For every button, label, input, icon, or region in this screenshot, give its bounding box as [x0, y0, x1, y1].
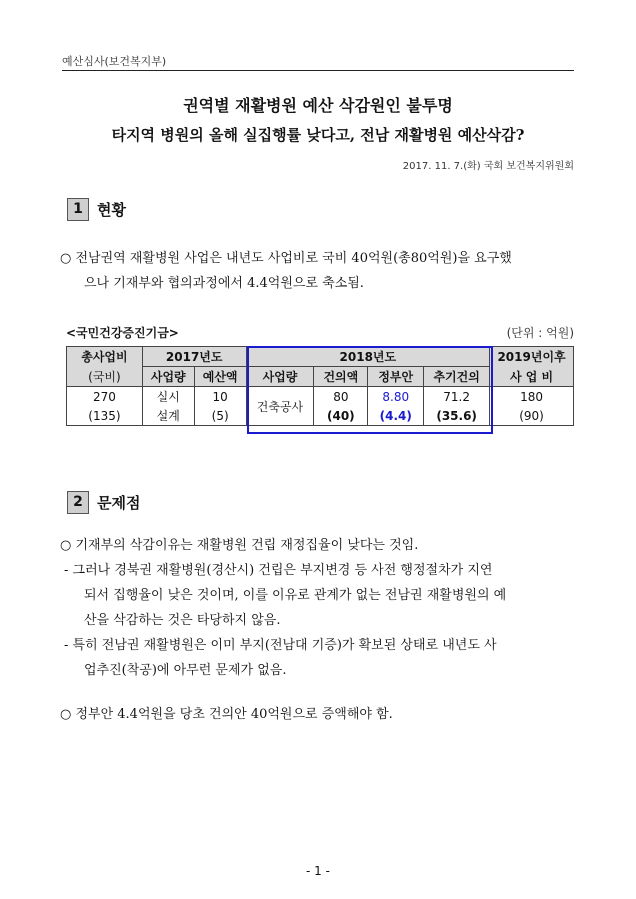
section1-number: 1 — [67, 198, 89, 221]
cell-2018-request: 80 — [314, 387, 368, 407]
cell-2018-quantity: 건축공사 — [246, 387, 314, 426]
cell-2017-budget: 10 — [194, 387, 246, 407]
section2-line-4: 산을 삭감하는 것은 타당하지 않음. — [84, 613, 281, 628]
cell-2018-request: (40) — [314, 406, 368, 426]
header-total: 총사업비 — [67, 347, 143, 367]
page-number: - 1 - — [306, 864, 330, 878]
header-2017-budget: 예산액 — [194, 367, 246, 387]
doc-subtitle: 타지역 병원의 올해 실집행률 낮다고, 전남 재활병원 예산삭감? — [111, 126, 525, 144]
header-rule — [62, 70, 574, 71]
section1-line-2: 으나 기재부와 협의과정에서 4.4억원으로 축소됨. — [84, 276, 364, 291]
table-caption: <국민건강증진기금> — [66, 326, 179, 340]
section2-title: 문제점 — [97, 494, 141, 512]
cell-2018-gov: (4.4) — [368, 406, 424, 426]
cell-2019: (90) — [490, 406, 574, 426]
header-2018-request: 건의액 — [314, 367, 368, 387]
cell-2019: 180 — [490, 387, 574, 407]
cell-2018-additional: 71.2 — [424, 387, 490, 407]
section1-line-1: ○ 전남권역 재활병원 사업은 내년도 사업비로 국비 40억원(총80억원)을 요구했 — [60, 251, 512, 266]
header-total-sub: (국비) — [67, 367, 143, 387]
cell-2017-quantity: 실시 — [142, 387, 194, 407]
section2-line-1: ○ 기재부의 삭감이유는 재활병원 건립 재정집율이 낮다는 것임. — [60, 538, 419, 553]
section2-line-2: - 그러나 경북권 재활병원(경산시) 건립은 부지변경 등 사전 행정절차가 지연 — [64, 563, 493, 578]
doc-title: 권역별 재활병원 예산 삭감원인 불투명 — [183, 96, 453, 115]
table-unit: (단위 : 억원) — [506, 326, 574, 340]
budget-table — [66, 346, 574, 426]
cell-2018-gov: 8.80 — [368, 387, 424, 407]
cell-total: (135) — [67, 406, 143, 426]
doc-date: 2017. 11. 7.(화) 국회 보건복지위원회 — [402, 161, 574, 172]
cell-2017-quantity: 설계 — [142, 406, 194, 426]
header-2017: 2017년도 — [142, 347, 246, 367]
section2-number: 2 — [67, 491, 89, 514]
cell-2018-additional: (35.6) — [424, 406, 490, 426]
section2-heading — [67, 491, 140, 514]
header-2019: 2019년이후 — [490, 347, 574, 367]
section1-paragraph — [60, 246, 580, 296]
header-2018-additional: 추기건의 — [424, 367, 490, 387]
cell-2017-budget: (5) — [194, 406, 246, 426]
header-2018-gov: 정부안 — [368, 367, 424, 387]
cell-total: 270 — [67, 387, 143, 407]
doc-label: 예산심사(보건복지부) — [62, 55, 167, 68]
header-2018: 2018년도 — [246, 347, 490, 367]
header-2018-quantity: 사업량 — [246, 367, 314, 387]
section2-final-line: ○ 정부안 4.4억원을 당초 건의안 40억원으로 증액해야 함. — [60, 707, 393, 722]
header-2017-quantity: 사업량 — [142, 367, 194, 387]
section2-paragraph — [60, 533, 580, 683]
table-row — [67, 406, 574, 426]
table-row — [67, 387, 574, 407]
section2-line-3: 되서 집행율이 낮은 것이며, 이를 이유로 관계가 없는 전남권 재활병원의 예 — [84, 588, 507, 603]
section2-conclusion — [60, 702, 580, 727]
section1-title: 현황 — [97, 201, 126, 219]
table-header-row-1 — [67, 347, 574, 367]
section1-heading — [67, 198, 126, 221]
section2-line-6: 업추진(착공)에 아무런 문제가 없음. — [84, 663, 287, 678]
table-header-row-2 — [67, 367, 574, 387]
section2-line-5: - 특히 전남권 재활병원은 이미 부지(전남대 기증)가 확보된 상태로 내년도 사 — [64, 638, 497, 653]
header-2019-sub: 사 업 비 — [490, 367, 574, 387]
